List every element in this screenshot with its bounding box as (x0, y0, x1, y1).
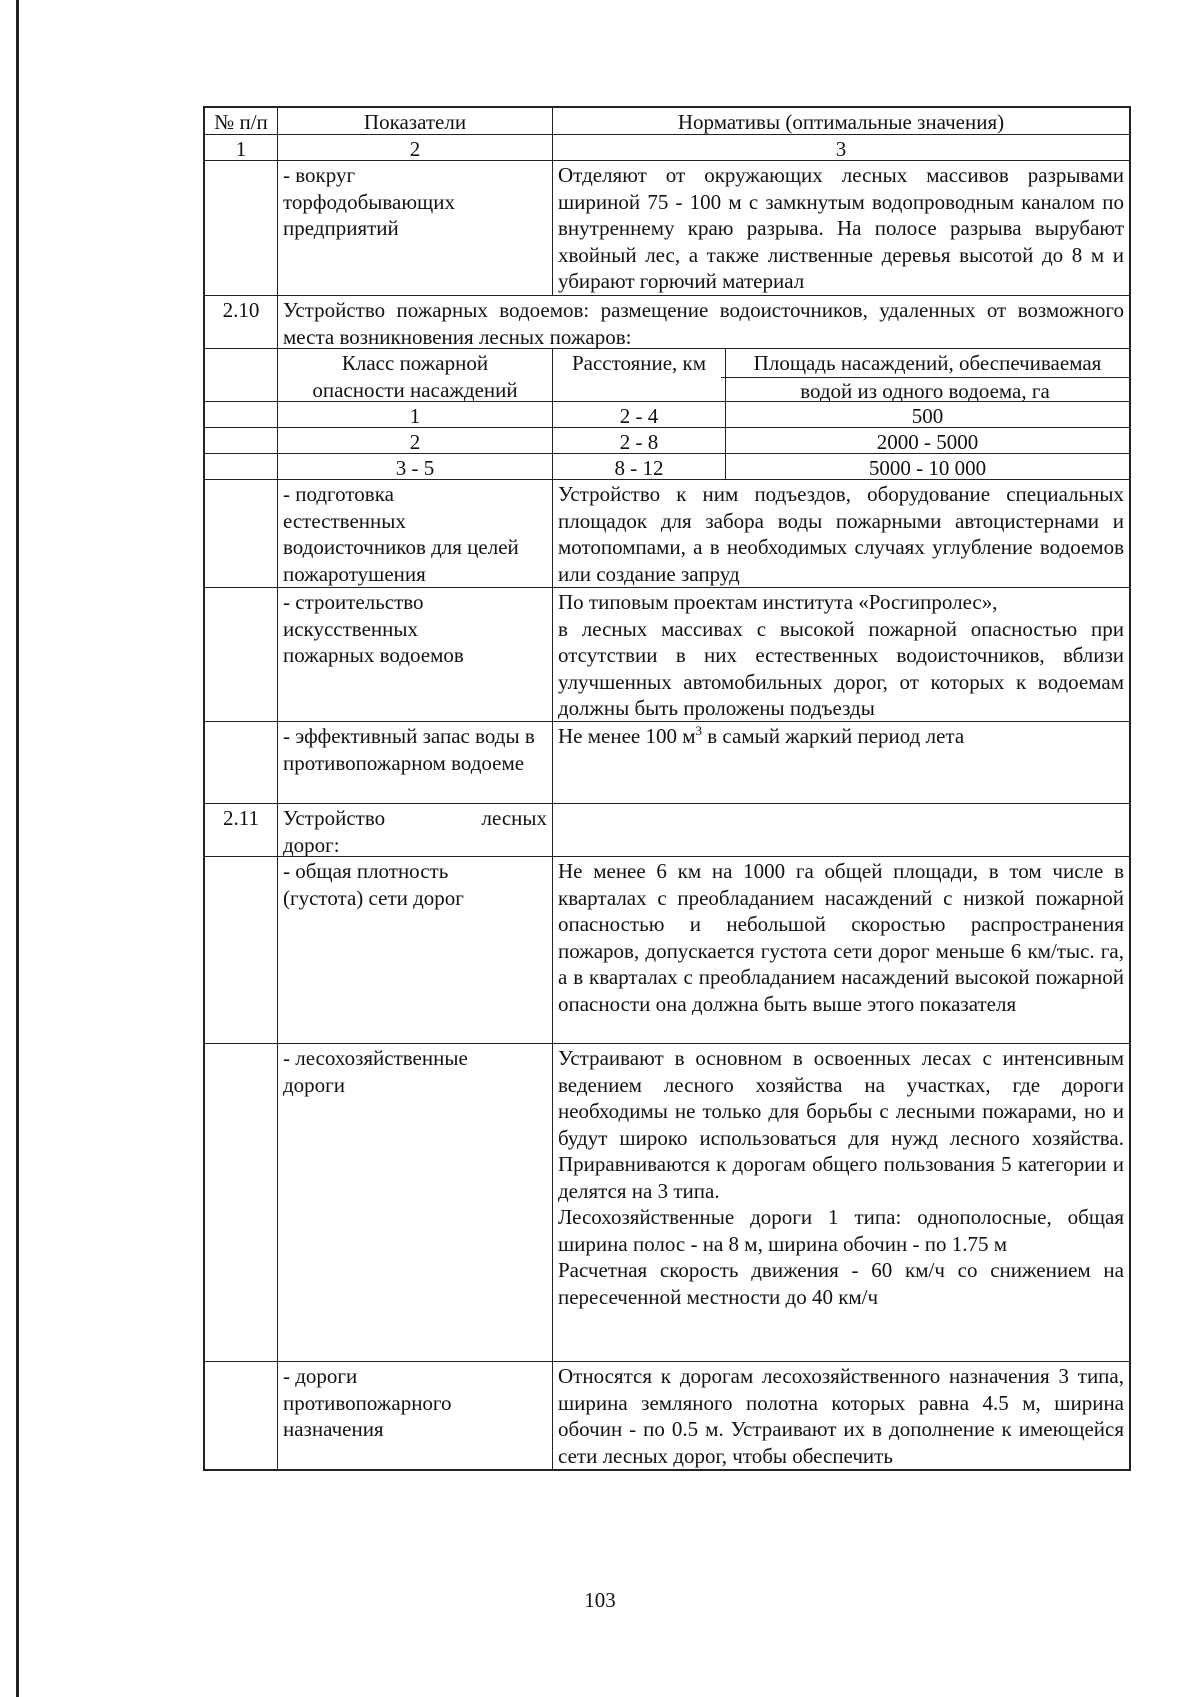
subtable-row (205, 427, 1129, 453)
row-label: - строительство искусственных пожарных водоемов (277, 588, 552, 721)
sub-distance: 2 - 8 (552, 428, 725, 453)
table-header-row (205, 108, 1129, 134)
table-row (205, 856, 1129, 1043)
colnum-3: 3 (552, 135, 1129, 160)
sub-area: 2000 - 5000 (725, 428, 1129, 453)
sub-area: 5000 - 10 000 (725, 454, 1129, 479)
sub-distance: 2 - 4 (552, 402, 725, 427)
colnum-1: 1 (235, 137, 247, 160)
table-row (205, 721, 1129, 803)
table-row (205, 160, 1129, 295)
table-row (205, 479, 1129, 587)
row-text: Не менее 100 $м^3$ в самый жаркий период лета (552, 722, 1129, 803)
row-text: Не менее 6 км на 1000 га общей площади, в том числе в кварталах с преобладанием насаждений с низкой пожарной опасностью и небольшой скоростью распространения пожаров, допускается густота сети дорог меньше 6 км/тыс. га, а в кварталах с преобладанием насаждений высокой пожарной опасности она должна быть выше этого показателя (552, 857, 1129, 1043)
table-row (205, 1361, 1129, 1469)
colnum-2: 2 (277, 135, 552, 160)
row-text: Отделяют от окружающих лесных массивов разрывами шириной 75 - 100 м с замкнутым водопроводным каналом по внутреннему краю разрыва. На полосе разрыва вырубают хвойный лес, а также лиственные деревья высотой до 8 м и убирают горючий материал (552, 161, 1129, 295)
table-row (205, 1043, 1129, 1361)
header-norms: Нормативы (оптимальные значения) (552, 108, 1129, 134)
row-label: - вокруг торфодобывающих предприятий (277, 161, 552, 295)
row-text: По типовым проектам института «Росгипролес», в лесных массивах с высокой пожарной опасностью при отсутствии в них естественных водоисточников, вблизи улучшенных автомобильных дорог, от которых к водоемам должны быть проложены подъезды (552, 588, 1129, 721)
subheader-class: Класс пожарной опасности насаждений (277, 349, 552, 401)
header-num: № п/п (214, 110, 268, 134)
table-row-2-10 (205, 295, 1129, 348)
header-indicators: Показатели (277, 108, 552, 134)
norms-table (203, 106, 1131, 1471)
sub-class: 1 (277, 402, 552, 427)
subheader-area: Площадь насаждений, обеспечиваемая водой из одного водоема, га (725, 349, 1129, 401)
subtable-row (205, 401, 1129, 427)
subheader-distance: Расстояние, км (552, 349, 725, 401)
row-num: 2.11 (223, 806, 259, 830)
row-text: Относятся к дорогам лесохозяйственного назначения 3 типа, ширина земляного полотна которых равна 4.5 м, ширина обочин - по 0.5 м. Устраивают их в дополнение к имеющейся сети лесных дорог, чтобы обеспечить (552, 1362, 1129, 1469)
row-num: 2.10 (222, 298, 260, 322)
subtable-header (205, 348, 1129, 401)
column-numbers-row (205, 134, 1129, 160)
sub-area: 500 (725, 402, 1129, 427)
row-text: Устройство к ним подъездов, оборудование специальных площадок для забора воды пожарными автоцистернами и мотопомпами, а в необходимых случаях углубление водоемов или создание запруд (552, 480, 1129, 587)
row-num (205, 349, 277, 401)
sub-class: 3 - 5 (277, 454, 552, 479)
row-label: - эффективный запас воды в противопожарном водоеме (277, 722, 552, 803)
row-label: Устройство лесных дорог: (277, 804, 552, 856)
sub-distance: 8 - 12 (552, 454, 725, 479)
row-text: Устраивают в основном в освоенных лесах с интенсивным ведением лесного хозяйства на участках, где дороги необходимы не только для борьбы с лесными пожарами, но и будут широко использоваться для нужд лесного хозяйства. Приравниваются к дорогам общего пользования 5 категории и делятся на 3 типа. Лесохозяйственные дороги 1 типа: однополосные, общая ширина полос - на 8 м, ширина обочин - по 1.75 м Расчетная скорость движения - 60 км/ч со снижением на пересеченной местности до 40 км/ч (552, 1044, 1129, 1361)
row-label: - дороги противопожарного назначения (277, 1362, 552, 1469)
row-label: - лесохозяйственные дороги (277, 1044, 552, 1361)
sub-class: 2 (277, 428, 552, 453)
page-number: 103 (584, 1588, 616, 1612)
row-num (205, 161, 277, 295)
row-text: Устройство пожарных водоемов: размещение водоисточников, удаленных от возможного места возникновения лесных пожаров: (277, 296, 1129, 348)
row-label: - общая плотность (густота) сети дорог (277, 857, 552, 1043)
subtable-row (205, 453, 1129, 479)
table-row-2-11 (205, 803, 1129, 856)
row-label: - подготовка естественных водоисточников для целей пожаротушения (277, 480, 552, 587)
page-edge-line (16, 0, 19, 1697)
table-row (205, 587, 1129, 721)
